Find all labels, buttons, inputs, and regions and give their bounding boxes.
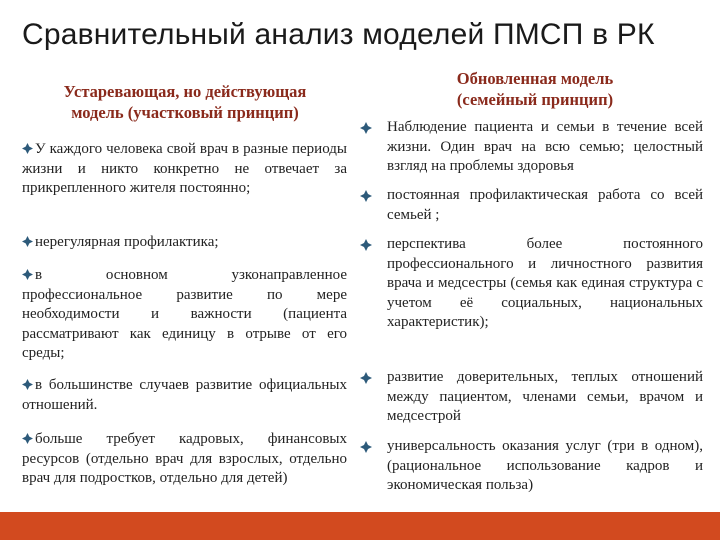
- left-item-1-text: У каждого человека свой врач в разные периоды жизни и никто конкретно не отвечает за прикрепленного жителя постоянно;: [22, 141, 347, 196]
- right-item-2: постоянная профилактическая работа со всей семьей ;: [387, 187, 703, 223]
- right-item-4: развитие доверительных, теплых отношений между пациентом, членами семьи, врачом и медсестрой: [387, 369, 703, 424]
- left-heading-line2: модель (участковый принцип): [71, 103, 299, 122]
- left-item-1: [22, 140, 347, 199]
- right-heading: [385, 68, 685, 110]
- right-item-1: Наблюдение пациента и семьи в течение всей жизни. Один врач на всю семью; целостный взгляд на проблемы здоровья: [387, 119, 703, 174]
- right-item-5: универсальность оказания услуг (три в одном), (рациональное использование кадров и экономическая польза): [387, 438, 703, 493]
- right-heading-line1: Обновленная модель: [456, 69, 614, 88]
- diamond-leaf-bullet-icon: [22, 379, 33, 390]
- diamond-leaf-bullet-icon: [22, 236, 33, 247]
- diamond-leaf-bullet-icon: [360, 372, 372, 384]
- diamond-leaf-bullet-icon: [22, 269, 33, 280]
- right-heading-line2: (семейный принцип): [456, 90, 614, 109]
- diamond-leaf-bullet-icon: [360, 239, 372, 251]
- bottom-accent-bar: [0, 512, 720, 540]
- left-item-3: [22, 266, 347, 364]
- diamond-leaf-bullet-icon: [360, 122, 372, 134]
- left-item-5: [22, 430, 347, 489]
- diamond-leaf-bullet-icon: [360, 441, 372, 453]
- diamond-leaf-bullet-icon: [22, 433, 33, 444]
- left-heading: [20, 81, 350, 123]
- left-item-2: [22, 233, 347, 253]
- left-item-4: [22, 376, 347, 415]
- left-item-3-text: в основном узконаправленное профессиональное развитие по мере необходимости и важности (пациента рассматривают как единицу в отрыве от его среды;: [22, 267, 347, 361]
- diamond-leaf-bullet-icon: [22, 143, 33, 154]
- left-item-2-text: нерегулярная профилактика;: [35, 234, 219, 250]
- left-item-4-text: в большинстве случаев развитие официальных отношений.: [22, 377, 347, 413]
- slide-title: Сравнительный анализ моделей ПМСП в РК: [22, 18, 655, 51]
- right-item-3: перспектива более постоянного профессионального и личностного развития врача и медсестры (семья как единая структура с учетом её социальных, национальных характеристик);: [387, 236, 703, 330]
- diamond-leaf-bullet-icon: [360, 190, 372, 202]
- left-item-5-text: больше требует кадровых, финансовых ресурсов (отдельно врач для взрослых, отдельно врач для подростков, отдельно для детей): [22, 431, 347, 486]
- left-heading-line1: Устаревающая, но действующая: [63, 82, 307, 101]
